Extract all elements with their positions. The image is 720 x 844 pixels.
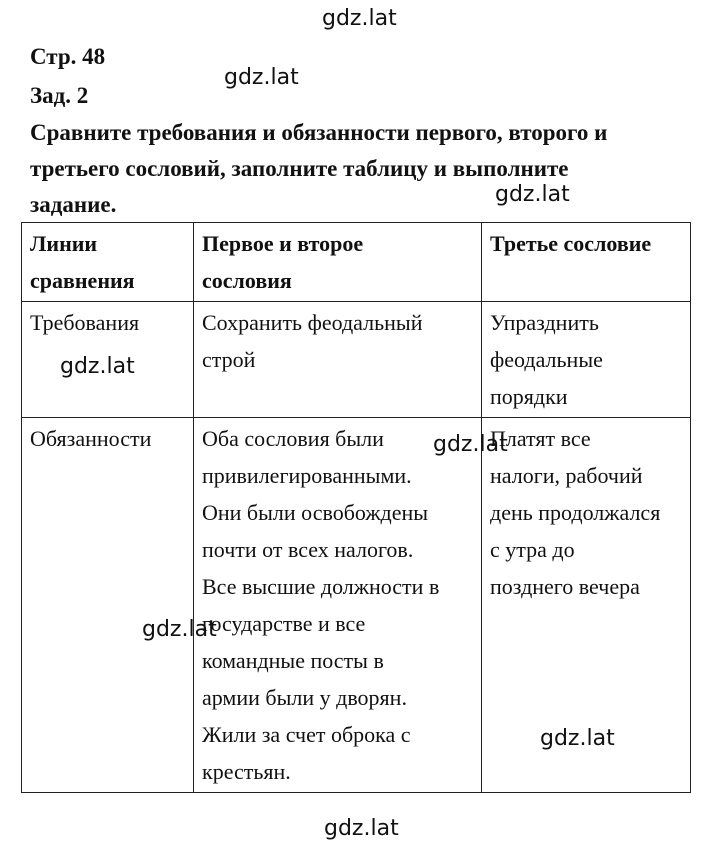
header-text-line: Линии	[30, 231, 98, 256]
cell-text-line: Платят все	[490, 426, 591, 451]
comparison-table	[21, 222, 691, 793]
page-reference: Стр. 48	[30, 44, 106, 69]
task-prompt-line: третьего сословий, заполните таблицу и выполните	[30, 156, 569, 181]
cell-text-line: Жили за счет оброка с	[202, 722, 411, 747]
watermark: gdz.lat	[224, 65, 299, 90]
cell-text-line: позднего вечера	[490, 574, 640, 599]
cell-text-line: Обязанности	[30, 426, 152, 451]
task-prompt-line: задание.	[30, 192, 117, 217]
watermark: gdz.lat	[322, 6, 397, 31]
cell-text-line: Упразднить	[490, 310, 599, 335]
cell-text-line: привилегированными.	[202, 463, 412, 488]
watermark: gdz.lat	[495, 182, 570, 207]
cell-text-line: государстве и все	[202, 611, 366, 636]
watermark: gdz.lat	[324, 816, 399, 841]
cell-text-line: с утра до	[490, 537, 575, 562]
table-header-row	[22, 223, 691, 302]
header-text-line: Третье сословие	[490, 231, 652, 256]
header-text-line: сословия	[202, 268, 292, 293]
cell-text-line: налоги, рабочий	[490, 463, 643, 488]
header-text-line: сравнения	[30, 268, 135, 293]
cell-text-line: феодальные	[490, 347, 603, 372]
cell-text-line: Оба сословия были	[202, 426, 384, 451]
column-header-third-estate	[482, 223, 691, 302]
cell-text-line: армии были у дворян.	[202, 685, 407, 710]
task-reference: Зад. 2	[30, 83, 89, 108]
watermark: gdz.lat	[142, 617, 217, 642]
cell-text-line: порядки	[490, 384, 568, 409]
first-second-estates-cell	[194, 418, 482, 793]
column-header-first-second-estates	[194, 223, 482, 302]
cell-text-line: Они были освобождены	[202, 500, 429, 525]
cell-text-line: день продолжался	[490, 500, 661, 525]
watermark: gdz.lat	[540, 726, 615, 751]
task-prompt-line: Сравните требования и обязанности первого, второго и	[30, 120, 608, 145]
cell-text-line: Все высшие должности в	[202, 574, 440, 599]
cell-text-line: строй	[202, 347, 256, 372]
cell-text-line: почти от всех налогов.	[202, 537, 414, 562]
column-header-comparison-lines	[22, 223, 194, 302]
first-second-estates-cell	[194, 302, 482, 418]
third-estate-cell	[482, 302, 691, 418]
header-text-line: Первое и второе	[202, 231, 364, 256]
cell-text-line: Сохранить феодальный	[202, 310, 423, 335]
cell-text-line: крестьян.	[202, 759, 291, 784]
watermark: gdz.lat	[433, 432, 508, 457]
cell-text-line: командные посты в	[202, 648, 384, 673]
row-label-cell	[22, 418, 194, 793]
watermark: gdz.lat	[60, 354, 135, 379]
cell-text-line: Требования	[30, 310, 140, 335]
